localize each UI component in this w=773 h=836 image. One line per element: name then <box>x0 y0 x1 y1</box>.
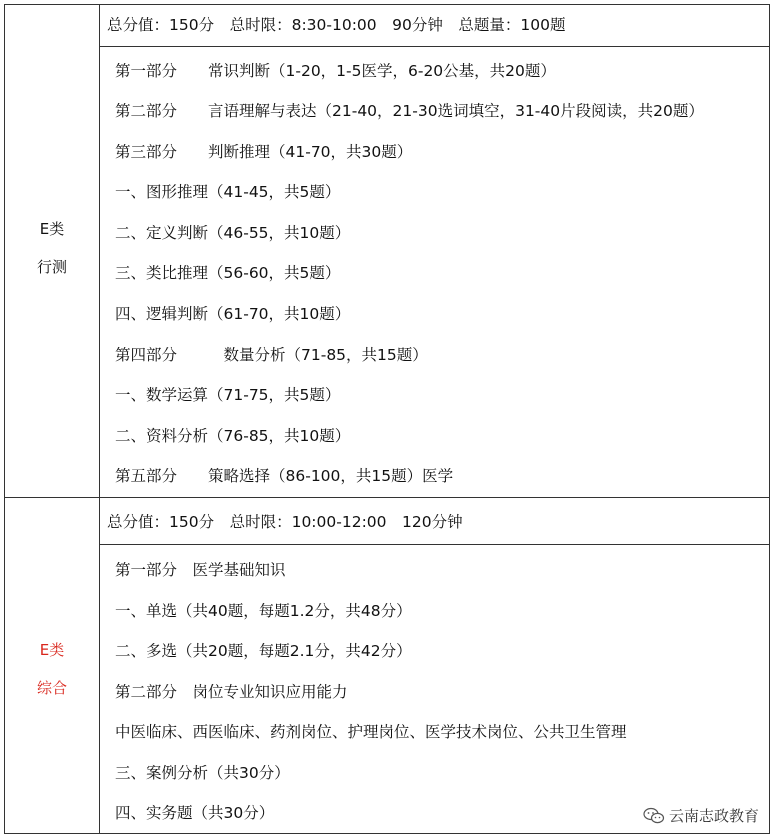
category-label: 行测 <box>36 258 67 276</box>
list-item: 一、数学运算（71-75，共5题） <box>115 386 341 404</box>
list-item: 第二部分 言语理解与表达（21-40，21-30选词填空，31-40片段阅读，共20题） <box>115 102 704 120</box>
list-item: 二、资料分析（76-85，共10题） <box>115 427 351 445</box>
header-divider-xingce <box>99 46 769 47</box>
list-item: 三、案例分析（共30分） <box>115 764 290 782</box>
list-item: 一、单选（共40题，每题1.2分，共48分） <box>115 602 412 620</box>
list-item: 第一部分 常识判断（1-20，1-5医学，6-20公基，共20题） <box>115 62 556 80</box>
category-label: E类 <box>39 641 65 659</box>
category-label: 综合 <box>36 679 67 697</box>
category-e-zonghe <box>5 631 99 707</box>
list-item: 中医临床、西医临床、药剂岗位、护理岗位、医学技术岗位、公共卫生管理 <box>115 723 627 741</box>
exam-structure-table <box>4 4 770 834</box>
header-divider-zonghe <box>99 544 769 545</box>
list-item: 第一部分 医学基础知识 <box>115 561 286 579</box>
list-item: 第四部分 数量分析（71-85，共15题） <box>115 346 428 364</box>
list-item: 二、多选（共20题，每题2.1分，共42分） <box>115 642 412 660</box>
list-item: 第五部分 策略选择（86-100，共15题）医学 <box>115 467 454 485</box>
section-divider <box>5 497 769 498</box>
list-item: 二、定义判断（46-55，共10题） <box>115 224 351 242</box>
category-e-xingce <box>5 210 99 286</box>
list-item: 四、逻辑判断（61-70，共10题） <box>115 305 351 323</box>
list-item: 四、实务题（共30分） <box>115 804 275 822</box>
list-item: 一、图形推理（41-45，共5题） <box>115 183 341 201</box>
list-item: 第二部分 岗位专业知识应用能力 <box>115 683 348 701</box>
category-label: E类 <box>39 220 65 238</box>
watermark-text: 云南志政教育 <box>668 807 759 825</box>
column-divider <box>99 5 100 833</box>
zonghe-summary: 总分值：150分 总时限：10:00-12:00 120分钟 <box>107 513 463 531</box>
list-item: 第三部分 判断推理（41-70，共30题） <box>115 143 413 161</box>
watermark <box>641 805 761 826</box>
xingce-summary: 总分值：150分 总时限：8:30-10:00 90分钟 总题量：100题 <box>107 16 566 34</box>
list-item: 三、类比推理（56-60，共5题） <box>115 264 341 282</box>
wechat-icon <box>643 807 665 825</box>
